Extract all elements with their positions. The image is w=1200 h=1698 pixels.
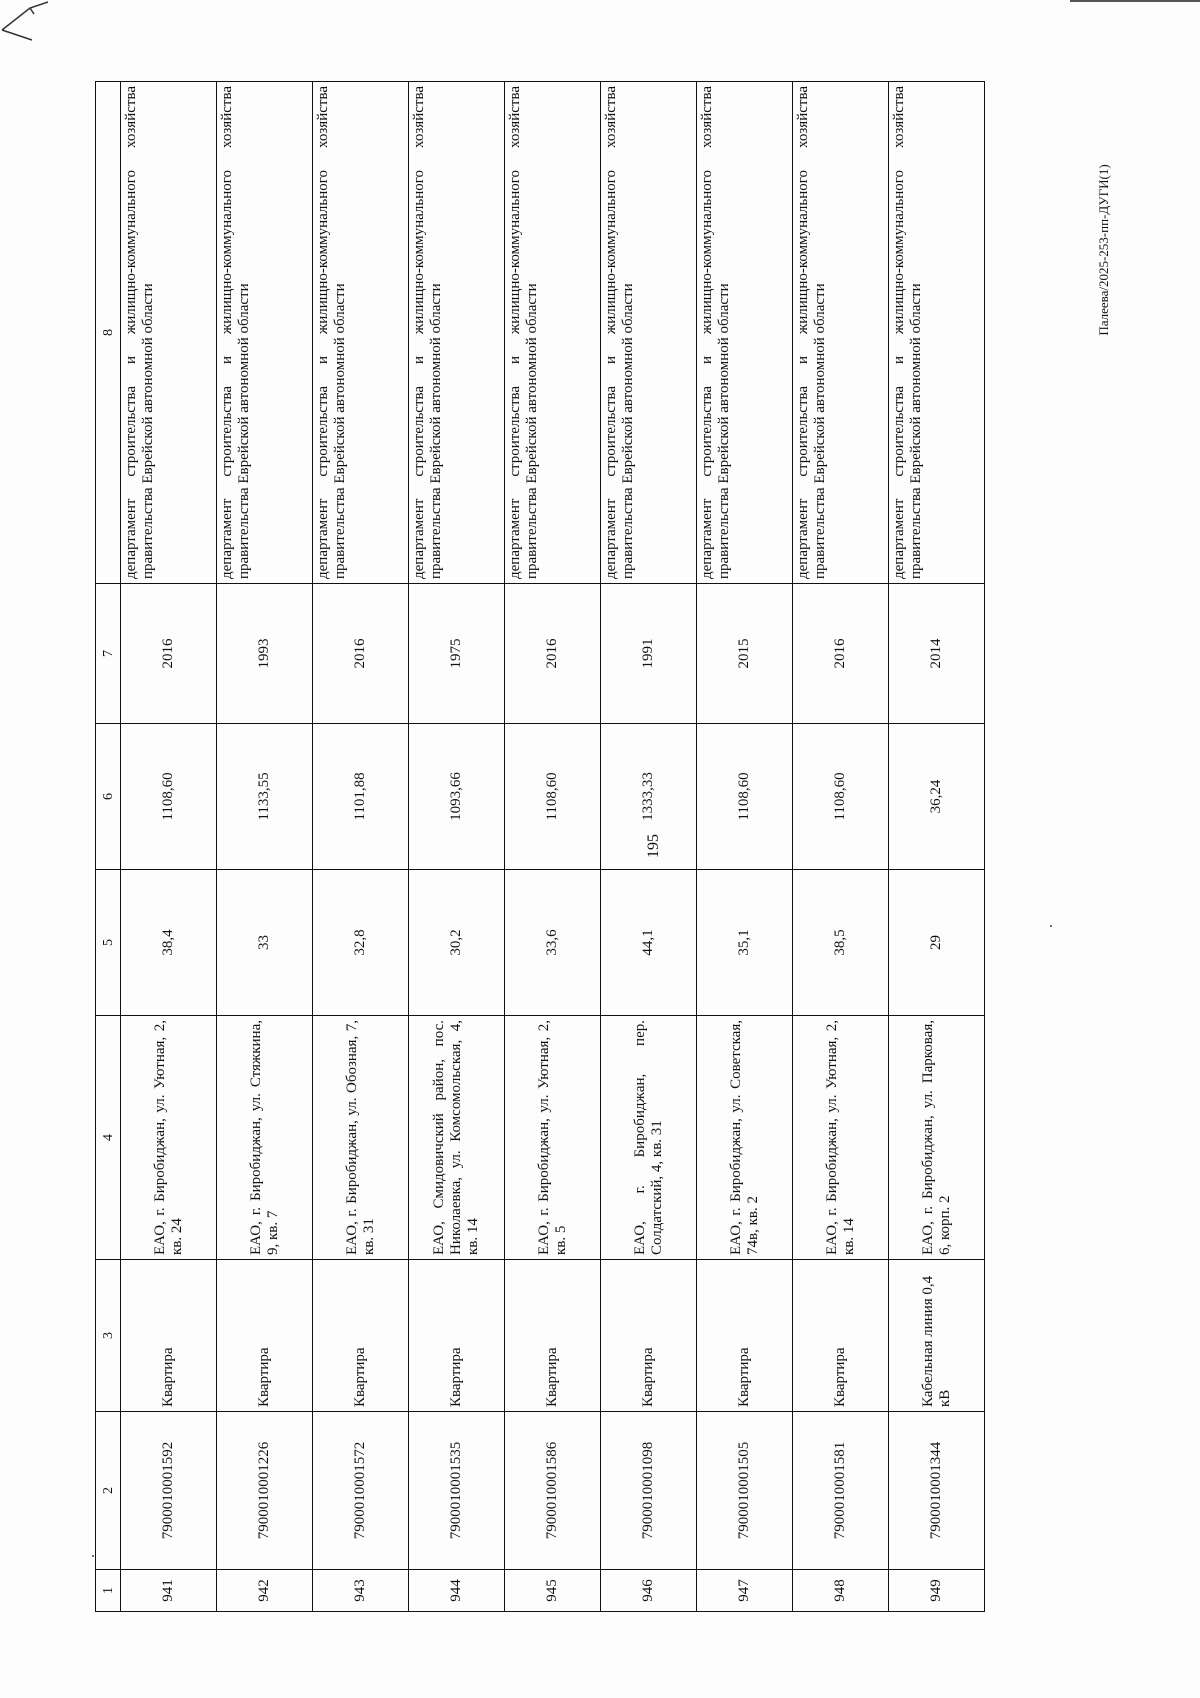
registry-number: 7900010001344 <box>889 1412 985 1570</box>
owner-organization: департамент строительства и жилищно-коммунального хозяйства правительства Еврейской автономной области <box>313 82 409 584</box>
object-name: Квартира <box>313 1260 409 1412</box>
object-name: Кабельная линия 0,4 кВ <box>889 1260 985 1412</box>
table-row <box>889 82 985 1612</box>
object-address: ЕАО, г. Биробиджан, ул. Обозная, 7, кв. 31 <box>313 1016 409 1260</box>
table-row <box>505 82 601 1612</box>
row-number: 943 <box>313 1570 409 1612</box>
owner-organization: департамент строительства и жилищно-коммунального хозяйства правительства Еврейской автономной области <box>889 82 985 584</box>
area-value: 33,6 <box>505 870 601 1016</box>
registry-number: 7900010001226 <box>217 1412 313 1570</box>
cost-value: 1101,88 <box>313 724 409 870</box>
area-value: 38,5 <box>793 870 889 1016</box>
row-number: 945 <box>505 1570 601 1612</box>
area-value: 29 <box>889 870 985 1016</box>
owner-organization: департамент строительства и жилищно-коммунального хозяйства правительства Еврейской автономной области <box>121 82 217 584</box>
column-header: 7 <box>96 584 121 724</box>
table-row <box>217 82 313 1612</box>
row-number: 946 <box>601 1570 697 1612</box>
year-value: 2016 <box>793 584 889 724</box>
registry-number: 7900010001586 <box>505 1412 601 1570</box>
cost-value: 36,24 <box>889 724 985 870</box>
registry-number: 7900010001581 <box>793 1412 889 1570</box>
column-header: 5 <box>96 870 121 1016</box>
year-value: 2014 <box>889 584 985 724</box>
column-header: 2 <box>96 1412 121 1570</box>
area-value: 38,4 <box>121 870 217 1016</box>
year-value: 1991 <box>601 584 697 724</box>
object-name: Квартира <box>505 1260 601 1412</box>
scan-edge-line <box>1070 0 1200 2</box>
cost-value: 1108,60 <box>121 724 217 870</box>
object-name: Квартира <box>217 1260 313 1412</box>
table-row <box>793 82 889 1612</box>
column-header: 1 <box>96 1570 121 1612</box>
object-address: ЕАО, г. Биробиджан, ул. Стяжкина, 9, кв. 7 <box>217 1016 313 1260</box>
rotated-table-container <box>95 82 965 1612</box>
year-value: 2016 <box>313 584 409 724</box>
row-number: 941 <box>121 1570 217 1612</box>
registry-number: 7900010001592 <box>121 1412 217 1570</box>
registry-number: 7900010001505 <box>697 1412 793 1570</box>
year-value: 2015 <box>697 584 793 724</box>
area-value: 30,2 <box>409 870 505 1016</box>
object-address: ЕАО, г. Биробиджан, ул. Уютная, 2, кв. 14 <box>793 1016 889 1260</box>
object-name: Квартира <box>793 1260 889 1412</box>
cost-value: 1333,33 <box>601 724 697 870</box>
registry-number: 7900010001535 <box>409 1412 505 1570</box>
page-number: 195 <box>645 834 662 858</box>
row-number: 942 <box>217 1570 313 1612</box>
scan-fold-mark <box>0 0 60 50</box>
row-number: 948 <box>793 1570 889 1612</box>
table-row <box>313 82 409 1612</box>
area-value: 44,1 <box>601 870 697 1016</box>
row-number: 949 <box>889 1570 985 1612</box>
year-value: 2016 <box>121 584 217 724</box>
object-name: Квартира <box>697 1260 793 1412</box>
cost-value: 1093,66 <box>409 724 505 870</box>
object-address: ЕАО, г. Биробиджан, ул. Советская, 74в, кв. 2 <box>697 1016 793 1260</box>
registry-number: 7900010001098 <box>601 1412 697 1570</box>
object-address: ЕАО, г. Биробиджан, ул. Уютная, 2, кв. 24 <box>121 1016 217 1260</box>
row-number: 947 <box>697 1570 793 1612</box>
registry-number: 7900010001572 <box>313 1412 409 1570</box>
cost-value: 1133,55 <box>217 724 313 870</box>
table-row <box>601 82 697 1612</box>
owner-organization: департамент строительства и жилищно-коммунального хозяйства правительства Еврейской автономной области <box>409 82 505 584</box>
document-code: Палеева/2025-253-пп-ДУГИ(1) <box>1096 164 1111 336</box>
table-row <box>121 82 217 1612</box>
row-number: 944 <box>409 1570 505 1612</box>
cost-value: 1108,60 <box>697 724 793 870</box>
column-header: 4 <box>96 1016 121 1260</box>
object-address: ЕАО, Смидовичский район, пос. Николаевка, ул. Комсомольская, 4, кв. 14 <box>409 1016 505 1260</box>
cost-value: 1108,60 <box>793 724 889 870</box>
object-address: ЕАО, г. Биробиджан, ул. Уютная, 2, кв. 5 <box>505 1016 601 1260</box>
area-value: 32,8 <box>313 870 409 1016</box>
year-value: 1975 <box>409 584 505 724</box>
owner-organization: департамент строительства и жилищно-коммунального хозяйства правительства Еврейской автономной области <box>793 82 889 584</box>
year-value: 2016 <box>505 584 601 724</box>
property-table <box>95 81 985 1612</box>
object-name: Квартира <box>601 1260 697 1412</box>
scan-speck <box>92 1555 94 1557</box>
column-header: 3 <box>96 1260 121 1412</box>
table-header-row <box>96 82 121 1612</box>
year-value: 1993 <box>217 584 313 724</box>
cost-value: 1108,60 <box>505 724 601 870</box>
owner-organization: департамент строительства и жилищно-коммунального хозяйства правительства Еврейской автономной области <box>601 82 697 584</box>
owner-organization: департамент строительства и жилищно-коммунального хозяйства правительства Еврейской автономной области <box>505 82 601 584</box>
object-name: Квартира <box>121 1260 217 1412</box>
object-address: ЕАО, г. Биробиджан, ул. Парковая, 6, корп. 2 <box>889 1016 985 1260</box>
table-row <box>697 82 793 1612</box>
column-header: 6 <box>96 724 121 870</box>
table-row <box>409 82 505 1612</box>
owner-organization: департамент строительства и жилищно-коммунального хозяйства правительства Еврейской автономной области <box>217 82 313 584</box>
scan-speck <box>1050 925 1052 927</box>
object-address: ЕАО, г. Биробиджан, пер. Солдатский, 4, кв. 31 <box>601 1016 697 1260</box>
area-value: 33 <box>217 870 313 1016</box>
column-header: 8 <box>96 82 121 584</box>
object-name: Квартира <box>409 1260 505 1412</box>
owner-organization: департамент строительства и жилищно-коммунального хозяйства правительства Еврейской автономной области <box>697 82 793 584</box>
area-value: 35,1 <box>697 870 793 1016</box>
